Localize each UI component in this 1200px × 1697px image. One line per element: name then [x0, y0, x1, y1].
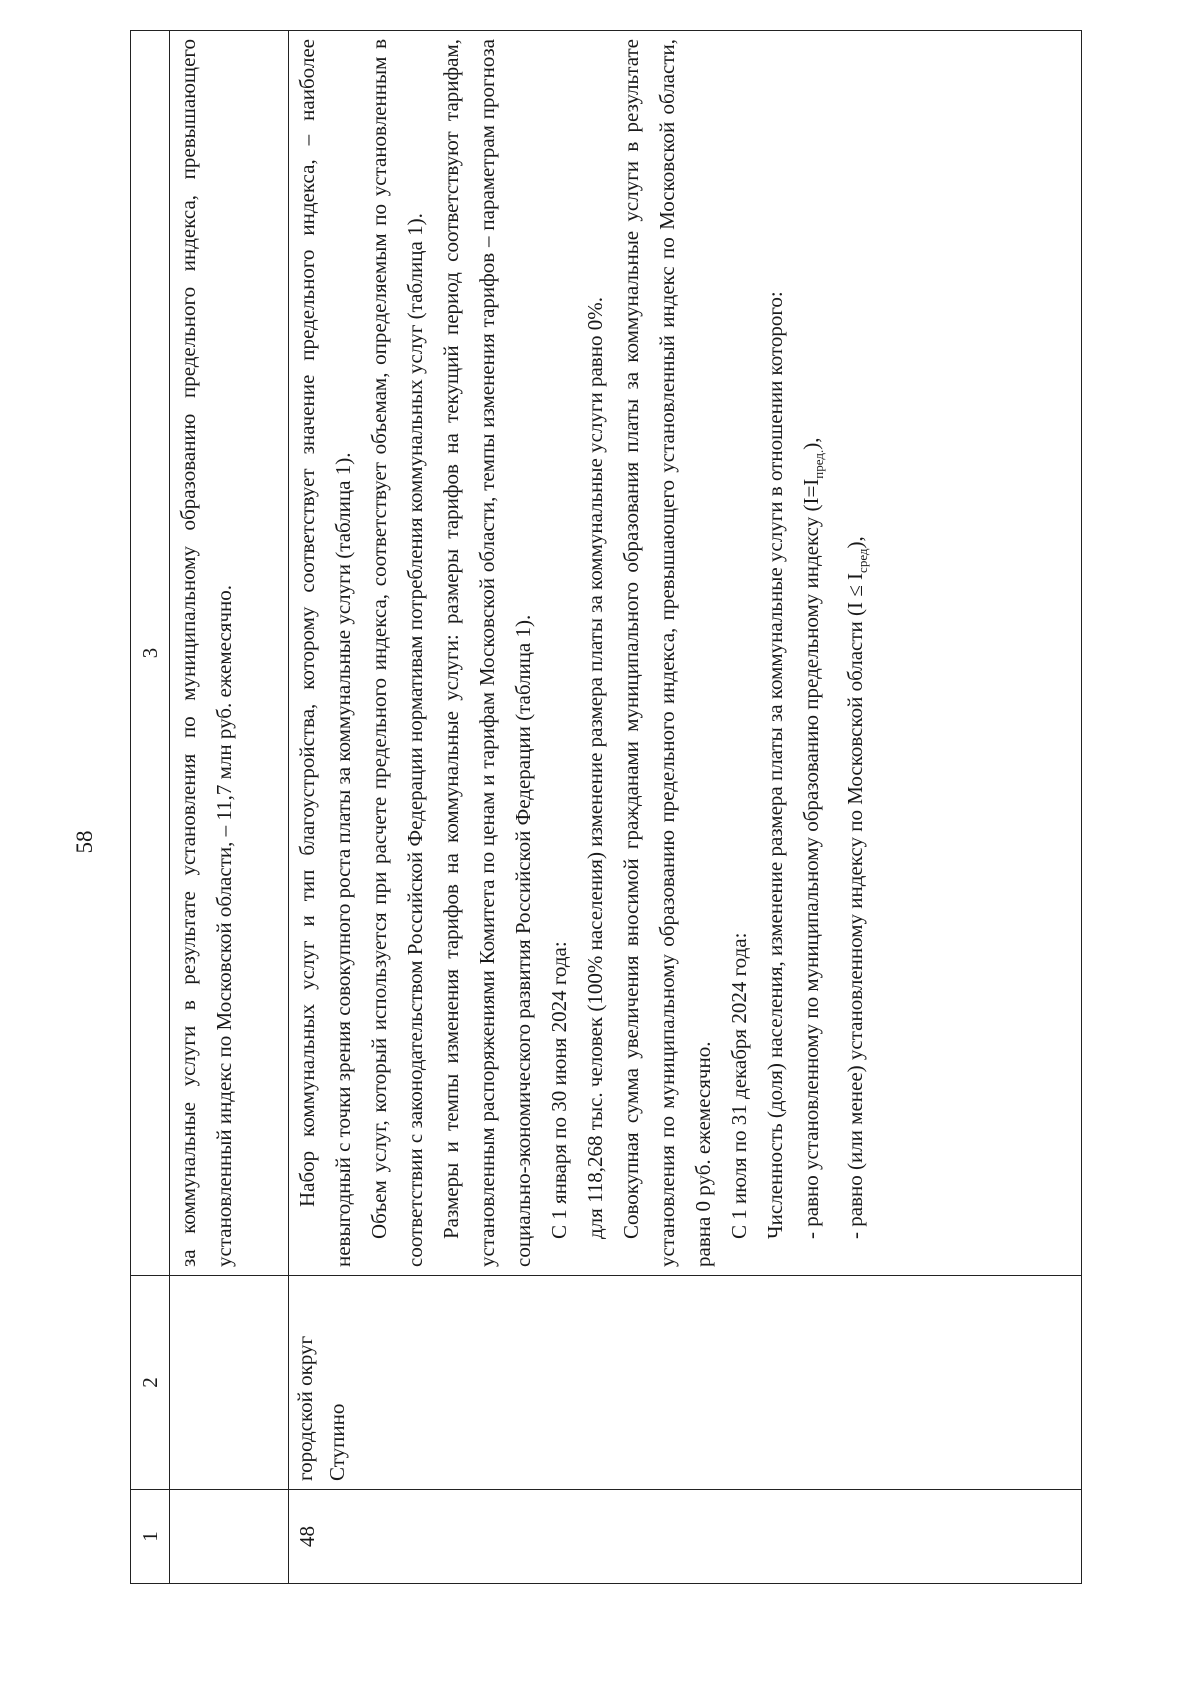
cell-description [170, 31, 289, 1276]
cell-number-empty [170, 1490, 289, 1584]
list-item: - равно установленному по муниципальному образованию предельному индексу $(I=I_{пред.})$, [799, 437, 827, 1239]
paragraph-2: Объем услуг, который используется при расчете предельного индекса, соответствует объемам, определяемым по установленным в соответствии с законодательством Российской Федерации нормативам потребления коммунальных услуг (таблица 1). [367, 39, 427, 1267]
paragraph-1: Набор коммунальных услуг и тип благоустройства, которому соответствует значение предельного индекса, – наиболее невыгодный с точки зрения совокупного роста платы за коммунальные услуги (таблица 1). [295, 39, 355, 1267]
header-col-1: 1 [131, 1490, 170, 1584]
cell-municipality-empty [170, 1276, 289, 1490]
tariff-table [130, 30, 1082, 1584]
table-row-continuation [170, 31, 289, 1584]
paragraph-7: С 1 июля по 31 декабря 2024 года: [727, 932, 751, 1239]
list-item: - равно (или менее) установленному индексу по Московской области $(I \le I_{сред})$, [843, 536, 871, 1239]
continuation-text: за коммунальные услуги в результате установления по муниципальному образованию предельного индекса, превышающего установленный индекс по Московской области, – 11,7 млн руб. ежемесячно. [176, 39, 236, 1267]
page-number: 58 [72, 830, 97, 854]
row-description [289, 31, 1082, 1276]
table-header-row [131, 31, 170, 1584]
paragraph-4: С 1 января по 30 июня 2024 года: [547, 941, 571, 1239]
rotated-document-sheet [130, 30, 1082, 1584]
row-municipality: городской округ Ступино [289, 1276, 1082, 1490]
paragraph-3: Размеры и темпы изменения тарифов на коммунальные услуги: размеры тарифов на текущий период соответствуют тарифам, установленным распоряжениями Комитета по ценам и тарифам Московской области, темпы изменения тарифов – параметрам прогноза социально-экономического развития Российской Федерации (таблица 1). [439, 39, 535, 1267]
row-number: 48 [289, 1490, 1082, 1584]
paragraph-5: для 118,268 тыс. человек (100% населения) изменение размера платы за коммунальные услуги равно 0%. [583, 297, 607, 1239]
header-col-2: 2 [131, 1276, 170, 1490]
paragraph-6: Совокупная сумма увеличения вносимой гражданами муниципального образования платы за коммунальные услуги в результате установления по муниципальному образованию предельного индекса, превышающего установленный индекс по Московской области, равна 0 руб. ежемесячно. [619, 39, 715, 1267]
header-col-3: 3 [131, 31, 170, 1276]
table-row-48 [289, 31, 1082, 1584]
paragraph-8: Численность (доля) населения, изменение размера платы за коммунальные услуги в отношении которого: [763, 291, 787, 1239]
